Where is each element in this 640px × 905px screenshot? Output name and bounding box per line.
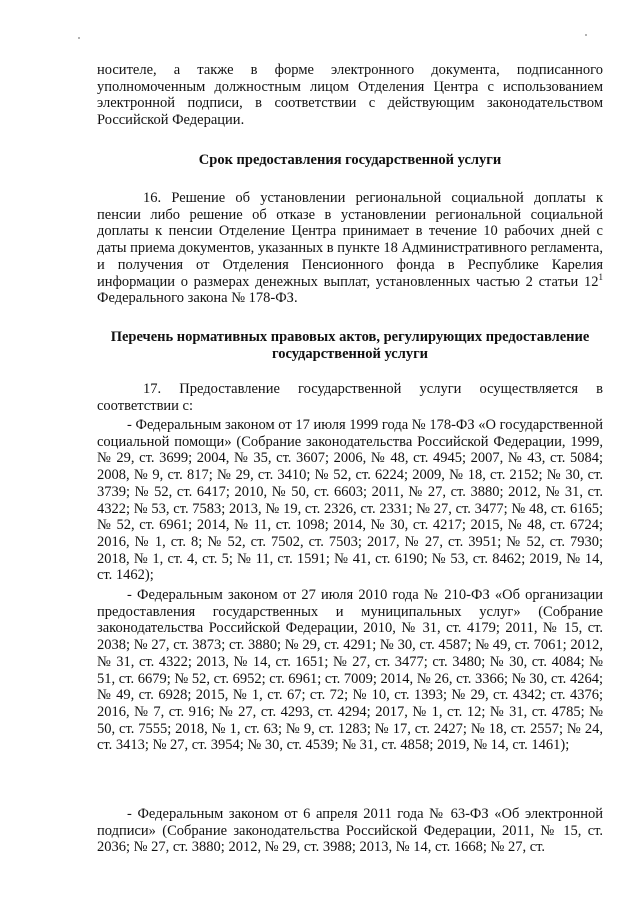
scan-speck bbox=[78, 37, 80, 39]
section-heading-acts: Перечень нормативных правовых актов, регулирующих предоставление государственной услуги bbox=[110, 329, 590, 362]
law-178-fz: - Федеральным законом от 17 июля 1999 года № 178-ФЗ «О государственной социальной помощи» (Собрание законодательства Российской Федерации, 1999, № 29, ст. 3699; 2004, № 35, ст. 3607; 2006, № 48, ст. 4945; 2007, № 43, ст. 5084; 2008, № 9, ст. 817; № 29, ст. 3410; № 52, ст. 6224; 2009, № 18, ст. 2152; № 30, ст. 3739; № 52, ст. 6417; 2010, № 50, ст. 6603; 2011, № 27, ст. 3880; 2012, № 31, ст. 4322; № 53, ст. 7583; 2013, № 19, ст. 2326, ст. 2331; № 27, ст. 3477; № 48, ст. 6165; № 52, ст. 6961; 2014, № 11, ст. 1098; 2014, № 30, ст. 4217; 2015, № 48, ст. 6724; 2016, № 1, ст. 8; № 52, ст. 7502, ст. 7503; 2017, № 27, ст. 3951; № 52, ст. 7930; 2018, № 1, ст. 4, ст. 5; № 11, ст. 1591; № 41, ст. 6190; № 53, ст. 8462; 2019, № 14, ст. 1462); bbox=[97, 417, 603, 584]
superscript-mark: 1 bbox=[598, 271, 603, 282]
paragraph-16-tail: Федерального закона № 178-ФЗ. bbox=[97, 290, 298, 307]
paragraph-17: 17. Предоставление государственной услуги осуществляется в соответствии с: bbox=[97, 381, 603, 414]
scan-speck bbox=[585, 34, 587, 36]
intro-paragraph: носителе, а также в форме электронного документа, подписанного уполномоченным должностным лицом Отделения Центра с использованием электронной подписи, в соответствии с действующим законодательством Российской Федерации. bbox=[97, 62, 603, 129]
section-heading-term: Срок предоставления государственной услуги bbox=[198, 152, 502, 168]
paragraph-16 bbox=[97, 190, 603, 307]
law-63-fz: - Федеральным законом от 6 апреля 2011 года № 63-ФЗ «Об электронной подписи» (Собрание законодательства Российской Федерации, 2011, № 15, ст. 2036; № 27, ст. 3880; 2012, № 29, ст. 3988; 2013, № 14, ст. 1668; № 27, ст. bbox=[97, 806, 603, 856]
paragraph-16-text: 16. Решение об установлении региональной социальной доплаты к пенсии либо решение об отказе в установлении региональной социальной доплаты к пенсии Отделение Центра принимает в течение 10 рабочих дней с даты приема документов, указанных в пункте 18 Административного регламента, и получения от Отделения Пенсионного фонда в Республике Карелия информации о размерах денежных выплат, установленных частью 2 статьи 12 bbox=[97, 190, 603, 290]
law-210-fz: - Федеральным законом от 27 июля 2010 года № 210-ФЗ «Об организации предоставления государственных и муниципальных услуг» (Собрание законодательства Российской Федерации, 2010, № 31, ст. 4179; 2011, № 15, ст. 2038; № 27, ст. 3873; ст. 3880; № 29, ст. 4291; № 30, ст. 4587; № 49, ст. 7061; 2012, № 31, ст. 4322; 2013, № 14, ст. 1651; № 27, ст. 3477; ст. 3480; № 30, ст. 4084; № 51, ст. 6679; № 52, ст. 6952; ст. 6961; ст. 7009; 2014, № 26, ст. 3366; № 30, ст. 4264; № 49, ст. 6928; 2015, № 1, ст. 67; ст. 72; № 10, ст. 1393; № 29, ст. 4342; ст. 4376; 2016, № 7, ст. 916; № 27, ст. 4293, ст. 4294; 2017, № 1, ст. 12; № 31, ст. 4785; № 50, ст. 7555; 2018, № 1, ст. 63; № 9, ст. 1283; № 17, ст. 2427; № 18, ст. 2557; № 24, ст. 3413; № 27, ст. 3954; № 30, ст. 4539; № 31, ст. 4858; 2019, № 14, ст. 1461); bbox=[97, 587, 603, 754]
